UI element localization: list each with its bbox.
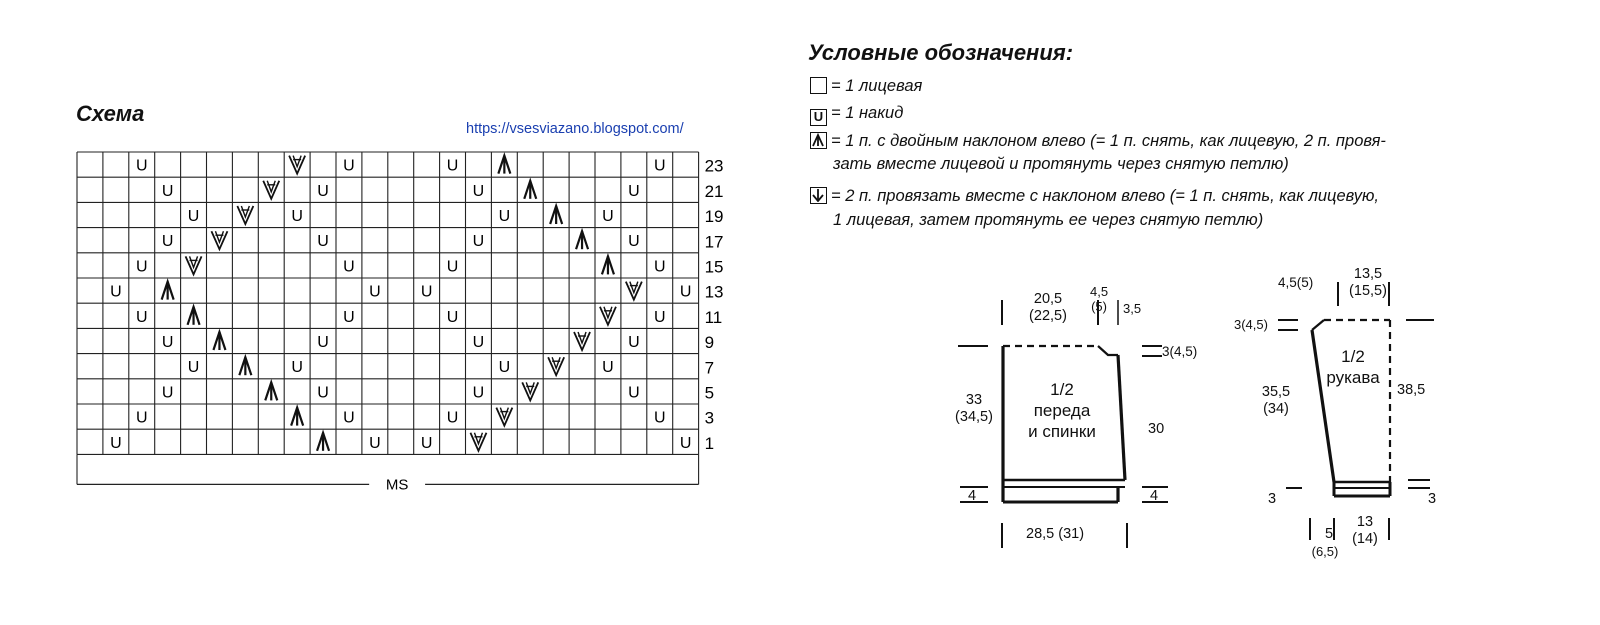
sleeve-rib-right: 3 <box>1428 491 1437 507</box>
yarnover-symbol: U <box>110 434 122 452</box>
yarnover-symbol: U <box>161 182 174 200</box>
legend-item-yarnover: U = 1 накид <box>810 103 903 126</box>
yarnover-symbol: U <box>161 334 174 351</box>
row-number: 13 <box>704 282 724 302</box>
left-decrease-symbol <box>548 357 564 375</box>
body-top-width: 20,5 (22,5) <box>1029 291 1067 324</box>
yarnover-symbol: U <box>498 359 511 377</box>
yarnover-symbol: U <box>343 409 355 427</box>
sleeve-left-height: 35,5 (34) <box>1261 384 1291 417</box>
left-decrease-symbol <box>289 156 305 174</box>
yarnover-symbol: U <box>446 258 459 276</box>
double-decrease-symbol <box>291 408 303 426</box>
left-decrease-symbol <box>211 231 227 249</box>
double-decrease-symbol <box>524 181 536 199</box>
yarnover-symbol-icon: U <box>810 109 827 126</box>
yarnover-symbol: U <box>472 233 485 251</box>
legend-item-knit: = 1 лицевая <box>810 76 922 97</box>
left-decrease-symbol <box>574 332 590 350</box>
source-url[interactable]: https://vsesviazano.blogspot.com/ <box>466 121 684 137</box>
yarnover-symbol: U <box>135 157 148 175</box>
yarnover-symbol: U <box>679 434 692 452</box>
yarnover-symbol: U <box>135 258 148 276</box>
double-decrease-symbol <box>317 433 329 451</box>
double-decrease-symbol <box>213 332 225 350</box>
yarnover-symbol: U <box>446 157 459 175</box>
sleeve-top-b: 13,5 (15,5) <box>1349 266 1387 299</box>
yarnover-symbol: U <box>161 233 174 251</box>
yarnover-symbol: U <box>317 384 329 402</box>
yarnover-symbol: U <box>628 334 640 351</box>
yarnover-symbol: U <box>653 258 666 276</box>
double-decrease-symbol-icon <box>810 132 827 149</box>
left-decrease-symbol <box>522 382 538 400</box>
body-piece-label: 1/2 переда и спинки <box>1028 380 1096 441</box>
legend-item-left-decrease-cont: 1 лицевая, затем протянуть ее через снятую петлю) <box>833 211 1264 229</box>
yarnover-symbol: U <box>187 208 200 225</box>
sleeve-top-a: 4,5(5) <box>1278 275 1314 290</box>
yarnover-symbol: U <box>135 409 148 427</box>
body-rib-right: 4 <box>1150 488 1159 504</box>
left-decrease-symbol <box>470 433 486 451</box>
body-shoulder-drop: 3(4,5) <box>1162 344 1198 359</box>
row-number: 23 <box>704 156 724 176</box>
left-decrease-symbol <box>237 206 253 224</box>
row-number: 11 <box>704 307 723 327</box>
row-number: 3 <box>704 408 715 428</box>
body-left-height: 33 (34,5) <box>955 392 993 425</box>
yarnover-symbol: U <box>343 308 355 326</box>
legend-item-left-decrease: = 2 п. провязать вместе с наклоном влево (= 1 п. снять, как лицевую, <box>810 186 1379 207</box>
yarnover-symbol: U <box>291 359 303 377</box>
yarnover-symbol: U <box>653 308 666 326</box>
row-number: 7 <box>704 358 715 378</box>
yarnover-symbol: U <box>161 384 174 402</box>
yarnover-symbol: U <box>343 258 355 276</box>
legend-item-double-decrease-cont: зать вместе лицевой и протянуть через снятую петлю) <box>833 155 1289 173</box>
left-decrease-symbol <box>626 282 642 300</box>
yarnover-symbol: U <box>317 233 329 251</box>
yarnover-symbol: U <box>628 233 640 251</box>
legend-item-double-decrease: = 1 п. с двойным наклоном влево (= 1 п. снять, как лицевую, 2 п. провя- <box>810 131 1386 152</box>
yarnover-symbol: U <box>135 308 148 326</box>
yarnover-symbol: U <box>420 283 433 301</box>
double-decrease-symbol <box>239 357 251 375</box>
yarnover-symbol: U <box>110 283 122 301</box>
body-right-height: 30 <box>1148 421 1165 437</box>
yarnover-symbol: U <box>369 434 381 452</box>
row-number: 21 <box>704 181 724 201</box>
row-number: 17 <box>704 232 724 252</box>
yarnover-symbol: U <box>317 334 329 351</box>
yarnover-symbol: U <box>628 384 640 402</box>
left-decrease-symbol <box>600 307 616 325</box>
yarnover-symbol: U <box>628 182 640 200</box>
row-number: 1 <box>704 433 715 453</box>
left-decrease-symbol <box>263 181 279 199</box>
body-neck-a: 4,5 (5) <box>1090 284 1109 314</box>
chart-title: Схема <box>76 101 145 126</box>
left-decrease-symbol <box>186 256 202 274</box>
yarnover-symbol: U <box>446 308 459 326</box>
yarnover-symbol: U <box>420 434 433 452</box>
double-decrease-symbol <box>188 307 200 325</box>
double-decrease-symbol <box>550 206 562 224</box>
body-rib-left: 4 <box>968 488 977 504</box>
ms-label: MS <box>385 476 409 494</box>
yarnover-symbol: U <box>317 182 329 200</box>
double-decrease-symbol <box>498 156 510 174</box>
sleeve-rib-left: 3 <box>1268 491 1277 507</box>
sleeve-bottom-a: 5 (6,5) <box>1311 526 1339 559</box>
sleeve-right-height: 38,5 <box>1397 382 1426 398</box>
sleeve-bottom-b: 13 (14) <box>1352 514 1378 547</box>
knit-symbol-icon <box>810 77 827 94</box>
double-decrease-symbol <box>162 282 174 300</box>
yarnover-symbol: U <box>369 283 381 301</box>
knitting-chart <box>70 145 770 495</box>
sleeve-cap-drop: 3(4,5) <box>1234 317 1268 332</box>
yarnover-symbol: U <box>602 359 614 377</box>
body-neck-b: 3,5 <box>1123 301 1142 316</box>
yarnover-symbol: U <box>343 157 355 175</box>
yarnover-symbol: U <box>472 334 485 351</box>
double-decrease-symbol <box>265 382 277 400</box>
yarnover-symbol: U <box>472 384 485 402</box>
yarnover-symbol: U <box>498 208 511 225</box>
row-number: 5 <box>704 383 715 403</box>
yarnover-symbol: U <box>472 182 485 200</box>
row-number: 15 <box>704 257 724 277</box>
double-decrease-symbol <box>576 231 588 249</box>
left-decrease-symbol-icon <box>810 187 827 204</box>
yarnover-symbol: U <box>653 157 666 175</box>
yarnover-symbol: U <box>602 208 614 225</box>
legend-title: Условные обозначения: <box>808 40 1074 65</box>
left-decrease-symbol <box>496 408 512 426</box>
yarnover-symbol: U <box>187 359 200 377</box>
yarnover-symbol: U <box>291 208 303 225</box>
body-bottom-width: 28,5 (31) <box>1026 526 1085 542</box>
row-number: 19 <box>704 207 724 227</box>
yarnover-symbol: U <box>653 409 666 427</box>
yarnover-symbol: U <box>679 283 692 301</box>
yarnover-symbol: U <box>446 409 459 427</box>
double-decrease-symbol <box>602 256 614 274</box>
row-number: 9 <box>704 333 715 353</box>
sleeve-piece-label: 1/2 рукава <box>1326 347 1380 387</box>
